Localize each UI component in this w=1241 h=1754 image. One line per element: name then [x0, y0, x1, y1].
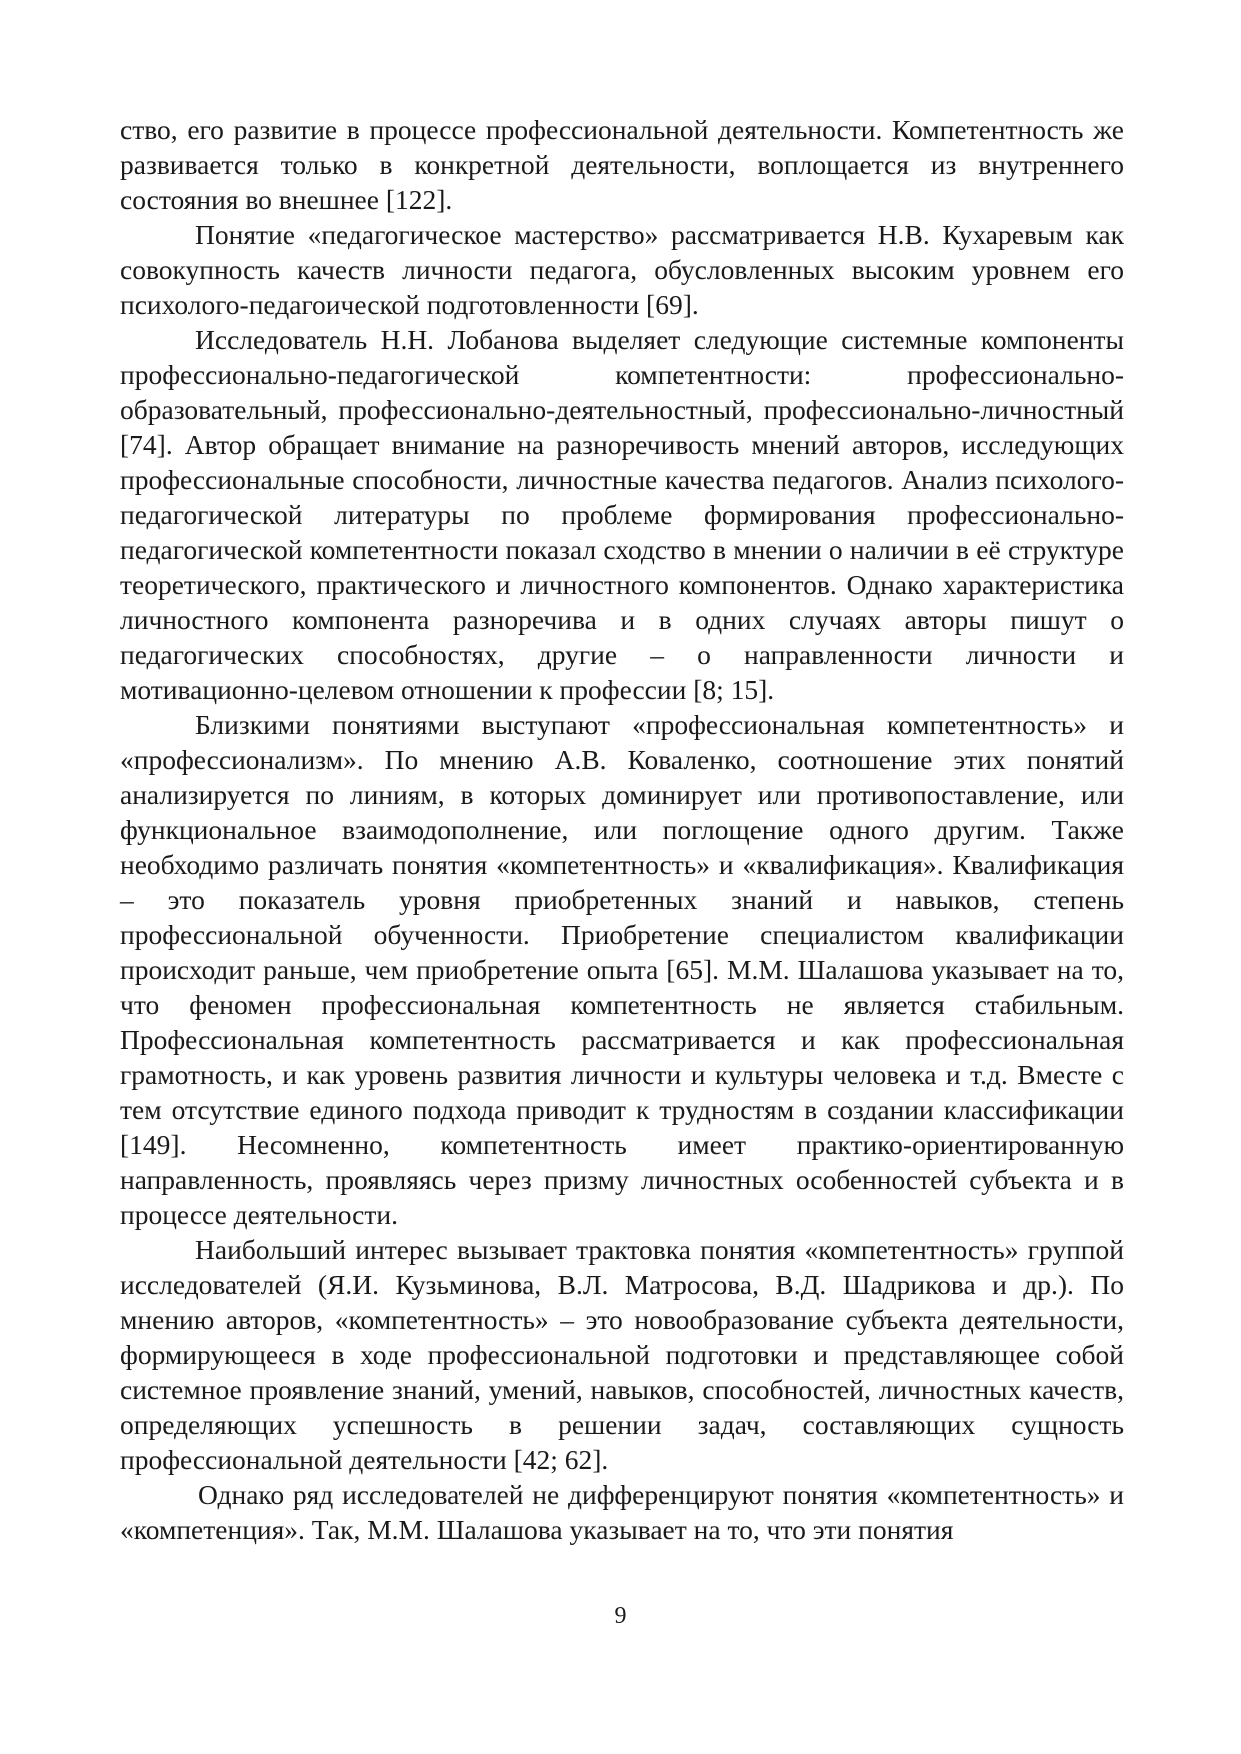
paragraph-5: Наибольший интерес вызывает трактовка понятия «компетентность» группой исследователей (Я.И. Кузьминова, В.Л. Матросова, В.Д. Шадрикова и др.). По мнению авторов, «компетентность» – это новообразование субъекта деятельности, формирующееся в ходе профессиональной подготовки и представляющее собой системное проявление знаний, умений, навыков, способностей, личностных качеств, определяющих успешность в решении задач, составляющих сущность профессиональной деятельности [42; 62]. — [120, 1234, 1124, 1475]
paragraph-6: Однако ряд исследователей не дифференцируют понятия «компетентность» и «компетенция». Так, М.М. Шалашова указывает на то, что эти понятия — [120, 1479, 1124, 1545]
page-number: 9 — [614, 1603, 627, 1629]
paragraph-3: Исследователь Н.Н. Лобанова выделяет следующие системные компоненты профессионально-педагогической компетентности: профессионально-образовательный, профессионально-деятельностный, профессионально-личностный [74]. Автор обращает внимание на разноречивость мнений авторов, исследующих профессиональные способности, личностные качества педагогов. Анализ психолого-педагогической литературы по проблеме формирования профессионально-педагогической компетентности показал сходство в мнении о наличии в её структуре теоретического, практического и личностного компонентов. Однако характеристика личностного компонента разноречива и в одних случаях авторы пишут о педагогических способностях, другие – о направленности личности и мотивационно-целевом отношении к профессии [8; 15]. — [120, 324, 1124, 705]
paragraph-2: Понятие «педагогическое мастерство» рассматривается Н.В. Кухаревым как совокупность качеств личности педагога, обусловленных высоким уровнем его психолого-педагоической подготовленности [69]. — [120, 219, 1124, 320]
body-text — [120, 112, 1124, 1547]
paragraph-1: ство, его развитие в процессе профессиональной деятельности. Компетентность же развивается только в конкретной деятельности, воплощается из внутреннего состояния во внешнее [122]. — [120, 114, 1124, 215]
paragraph-4: Близкими понятиями выступают «профессиональная компетентность» и «профессионализм». По мнению А.В. Коваленко, соотношение этих понятий анализируется по линиям, в которых доминирует или противопоставление, или функциональное взаимодополнение, или поглощение одного другим. Также необходимо различать понятия «компетентность» и «квалификация». Квалификация – это показатель уровня приобретенных знаний и навыков, степень профессиональной обученности. Приобретение специалистом квалификации происходит раньше, чем приобретение опыта [65]. М.М. Шалашова указывает на то, что феномен профессиональная компетентность не является стабильным. Профессиональная компетентность рассматривается и как профессиональная грамотность, и как уровень развития личности и культуры человека и т.д. Вместе с тем отсутствие единого подхода приводит к трудностям в создании классификации [149]. Несомненно, компетентность имеет практико-ориентированную направленность, проявляясь через призму личностных особенностей субъекта и в процессе деятельности. — [120, 709, 1124, 1230]
